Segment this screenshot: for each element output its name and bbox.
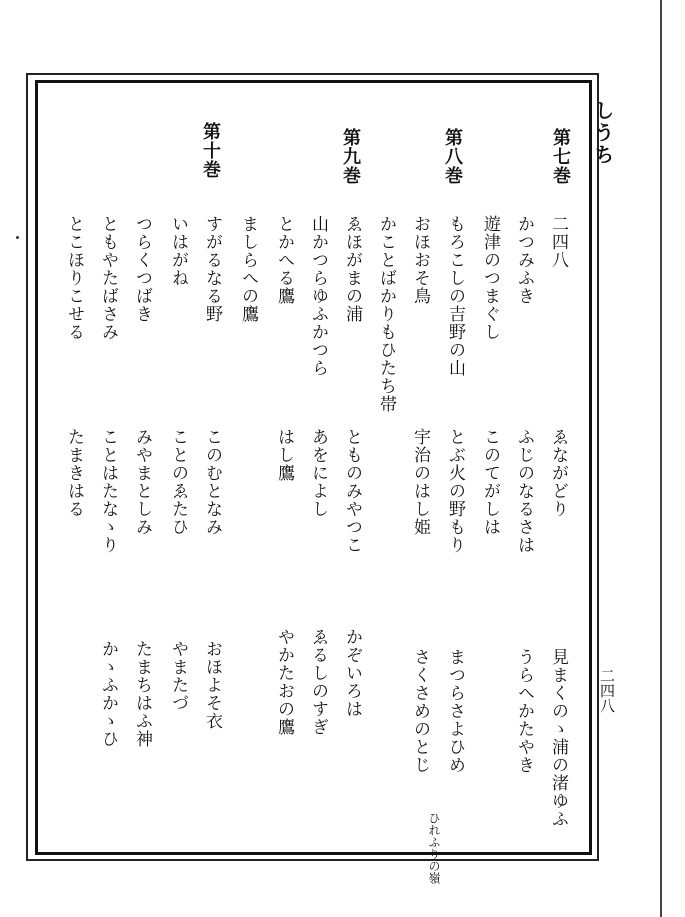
heading-vol7: 第七巻: [550, 128, 571, 185]
entry-c03: 遊津のつまぐし: [480, 215, 500, 341]
entry-b01: 見まくのゝ浦の渚ゆふ: [548, 648, 568, 828]
entry-m02: ふじのなるさは: [514, 428, 534, 554]
entry-m03: このてがしは: [480, 428, 500, 536]
entry-b05: かぞいろは: [342, 628, 362, 718]
page-edge-line: [660, 0, 662, 917]
running-head: しうち: [591, 100, 615, 166]
entry-b07: やかたおの鷹: [274, 628, 294, 736]
entry-m11: みやまとしみ: [132, 428, 152, 536]
entry-c11: すがるなる野: [202, 215, 222, 323]
heading-vol9: 第九巻: [340, 128, 361, 185]
heading-vol8: 第八巻: [442, 128, 463, 185]
entry-c15: とこほりこせる: [64, 215, 84, 341]
entry-b04: さくさめのとじ: [410, 648, 430, 774]
entry-m05: 宇治のはし姫: [410, 428, 430, 536]
entry-m13: たまきはる: [64, 428, 84, 518]
entry-c05: おほおそ鳥: [410, 215, 430, 305]
entry-c02: かつみふき: [514, 215, 534, 305]
entry-c04: もろこしの吉野の山: [445, 215, 465, 377]
entry-m09: このむとなみ: [202, 428, 222, 536]
entry-b11: かゝふかゝひ: [98, 640, 118, 748]
entry-b03-note: ひれふりの嶺: [427, 812, 441, 884]
entry-b03: まつらさよひめ: [445, 648, 465, 774]
page-number: 二四八: [598, 668, 616, 713]
entry-m10: ことのゑたひ: [168, 428, 188, 536]
entry-b08: おほよそ衣: [202, 640, 222, 730]
entry-m04: とぶ火の野もり: [445, 428, 465, 554]
entry-b06: ゑるしのすぎ: [308, 628, 328, 736]
entry-m01: ゑながどり: [548, 428, 568, 518]
margin-mark: [16, 236, 19, 239]
entry-c08: 山かつらゆふかつら: [308, 215, 328, 377]
entry-m08: はし鷹: [274, 428, 294, 482]
entry-m06: とものみやつこ: [342, 428, 362, 554]
entry-m12: ことはたなゝり: [98, 428, 118, 554]
entry-b02: うらへかたやき: [514, 648, 534, 774]
entry-c06: かことばかりもひたち帯: [376, 215, 396, 413]
entry-b10: たまちはふ神: [132, 640, 152, 748]
heading-vol10: 第十巻: [200, 122, 221, 179]
entry-c01: 二四八: [548, 215, 568, 269]
entry-c13: つらくつばき: [132, 215, 152, 323]
entry-c12: いはがね: [168, 215, 188, 287]
entry-c07: ゑほがまの浦: [342, 215, 362, 323]
entry-c14: ともやたばさみ: [98, 215, 118, 341]
entry-c09: とかへる鷹: [274, 215, 294, 305]
entry-b09: やまたづ: [168, 640, 188, 712]
entry-c10: ましらへの鷹: [238, 215, 258, 323]
entry-m07: あをによし: [308, 428, 328, 518]
